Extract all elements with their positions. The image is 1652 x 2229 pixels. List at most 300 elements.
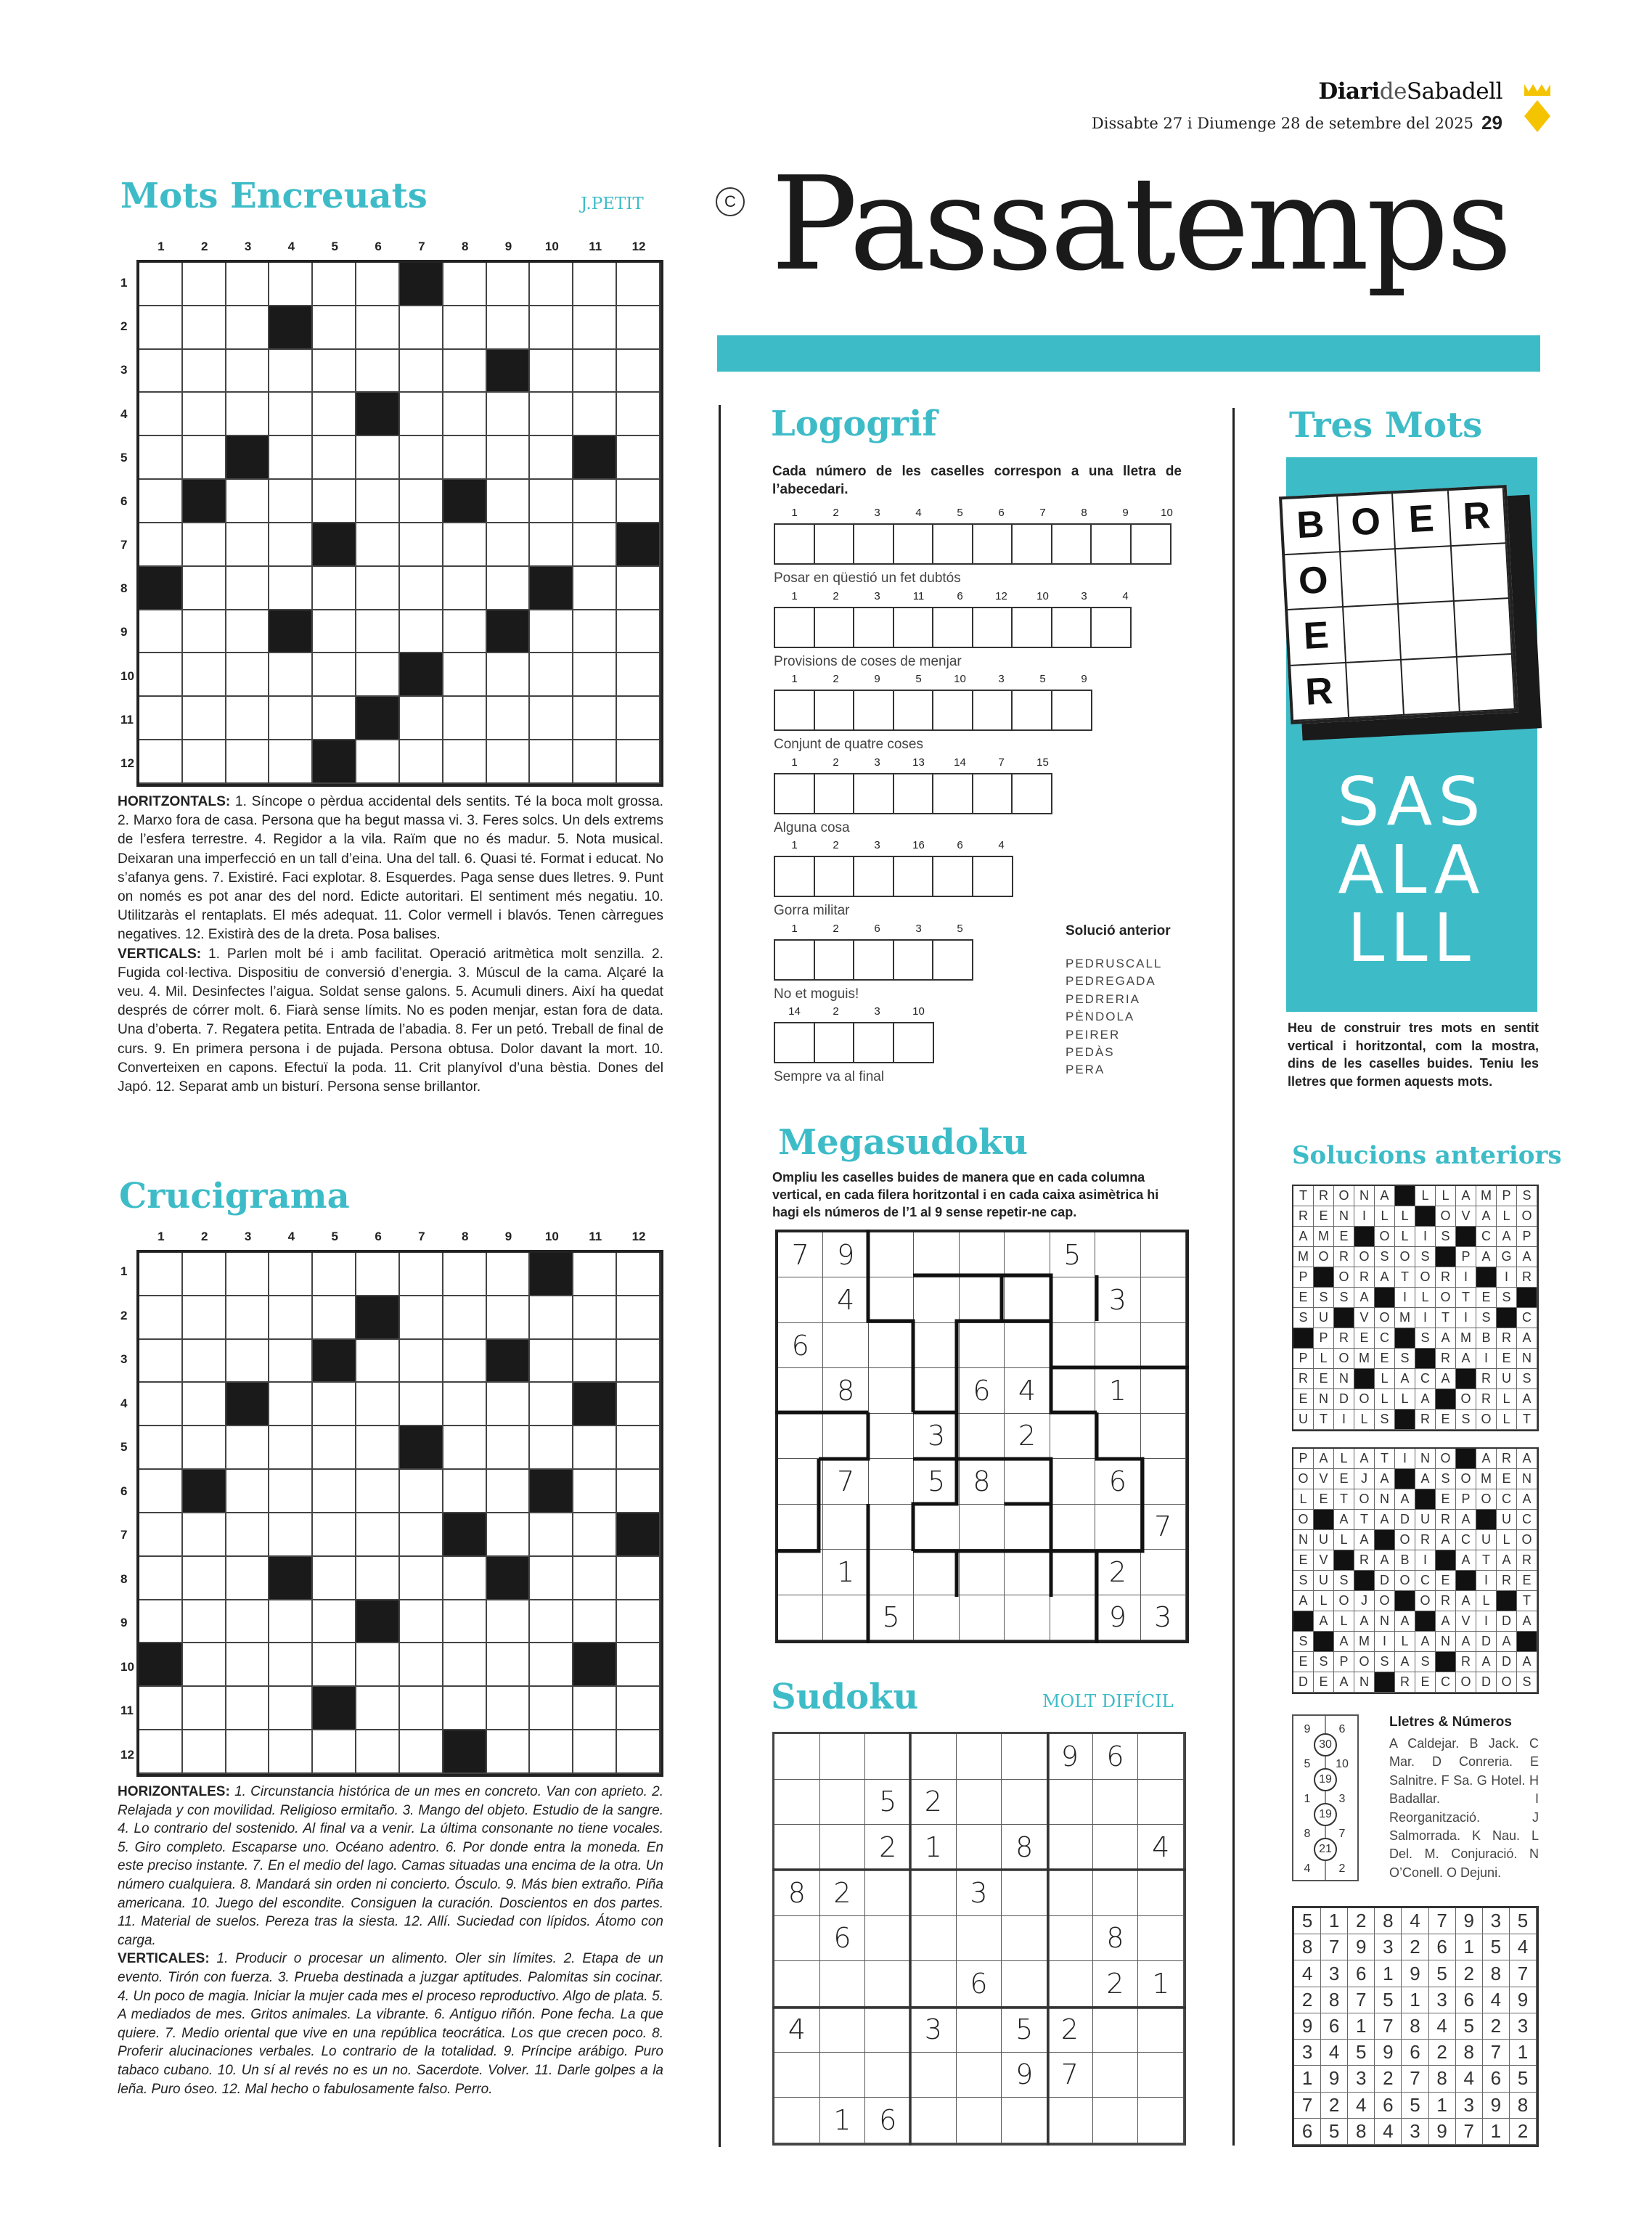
mots-cell[interactable] bbox=[443, 436, 487, 480]
mots-cell[interactable] bbox=[269, 740, 313, 784]
cruci-cell[interactable] bbox=[573, 1340, 617, 1383]
mots-cell[interactable] bbox=[226, 393, 270, 436]
sudoku-cell[interactable] bbox=[957, 1734, 1002, 1780]
cruci-cell[interactable] bbox=[487, 1730, 531, 1774]
cruci-cell[interactable] bbox=[617, 1383, 661, 1426]
sudoku-cell[interactable] bbox=[865, 2007, 911, 2053]
mots-grid[interactable] bbox=[136, 260, 663, 787]
mots-cell[interactable] bbox=[313, 350, 356, 393]
sudoku-cell[interactable] bbox=[774, 1780, 820, 1825]
mots-cell[interactable] bbox=[530, 263, 573, 306]
logogrif-box[interactable] bbox=[853, 523, 894, 565]
logogrif-box[interactable] bbox=[774, 1022, 815, 1063]
cruci-cell[interactable] bbox=[269, 1426, 313, 1470]
cruci-cell[interactable] bbox=[400, 1557, 443, 1600]
cruci-cell[interactable] bbox=[443, 1470, 487, 1513]
mots-cell[interactable] bbox=[487, 263, 531, 306]
logogrif-box[interactable] bbox=[814, 939, 855, 981]
cruci-cell[interactable] bbox=[183, 1296, 226, 1340]
cruci-cell[interactable] bbox=[269, 1296, 313, 1340]
mots-cell[interactable] bbox=[269, 697, 313, 740]
cruci-cell[interactable] bbox=[573, 1730, 617, 1774]
logogrif-box[interactable] bbox=[853, 939, 894, 981]
cruci-cell[interactable] bbox=[269, 1643, 313, 1687]
cruci-cell[interactable] bbox=[356, 1643, 400, 1687]
cruci-cell[interactable] bbox=[226, 1600, 270, 1644]
mots-cell[interactable] bbox=[573, 610, 617, 654]
cruci-cell[interactable] bbox=[487, 1426, 531, 1470]
logogrif-box[interactable] bbox=[853, 690, 894, 731]
cruci-cell[interactable] bbox=[487, 1383, 531, 1426]
sudoku-cell[interactable] bbox=[1138, 1916, 1184, 1962]
sudoku-cell[interactable] bbox=[1047, 2098, 1093, 2143]
logogrif-box[interactable] bbox=[1051, 690, 1092, 731]
cruci-cell[interactable] bbox=[226, 1513, 270, 1557]
mots-cell[interactable] bbox=[356, 653, 400, 697]
logogrif-box[interactable] bbox=[893, 523, 934, 565]
cruci-cell[interactable] bbox=[356, 1383, 400, 1426]
cruci-cell[interactable] bbox=[487, 1470, 531, 1513]
logogrif-box[interactable] bbox=[972, 607, 1013, 648]
cruci-cell[interactable] bbox=[356, 1557, 400, 1600]
sudoku-cell[interactable] bbox=[1093, 1825, 1139, 1870]
sudoku-cell[interactable] bbox=[1002, 1870, 1047, 1916]
cruci-cell[interactable] bbox=[226, 1687, 270, 1730]
cruci-cell[interactable] bbox=[269, 1687, 313, 1730]
mots-cell[interactable] bbox=[573, 350, 617, 393]
mots-cell[interactable] bbox=[139, 436, 183, 480]
mots-cell[interactable] bbox=[443, 567, 487, 610]
mots-cell[interactable] bbox=[226, 697, 270, 740]
cruci-cell[interactable] bbox=[313, 1730, 356, 1774]
logogrif-box[interactable] bbox=[1011, 690, 1052, 731]
mots-cell[interactable] bbox=[487, 567, 531, 610]
mots-cell[interactable] bbox=[400, 480, 443, 523]
sudoku-cell[interactable] bbox=[820, 2053, 866, 2098]
mots-cell[interactable] bbox=[183, 610, 226, 654]
sudoku-cell[interactable] bbox=[820, 1961, 866, 2007]
cruci-cell[interactable] bbox=[617, 1600, 661, 1644]
cruci-cell[interactable] bbox=[443, 1643, 487, 1687]
cruci-cell[interactable] bbox=[183, 1340, 226, 1383]
mots-cell[interactable] bbox=[313, 610, 356, 654]
logogrif-box[interactable] bbox=[893, 690, 934, 731]
mots-cell[interactable] bbox=[400, 393, 443, 436]
mots-cell[interactable] bbox=[617, 567, 661, 610]
mots-cell[interactable] bbox=[443, 653, 487, 697]
sudoku-cell[interactable] bbox=[774, 1916, 820, 1962]
sudoku-cell[interactable] bbox=[1138, 1734, 1184, 1780]
cruci-cell[interactable] bbox=[443, 1253, 487, 1296]
mots-cell[interactable] bbox=[530, 523, 573, 567]
sudoku-cell[interactable] bbox=[1047, 1780, 1093, 1825]
sudoku-cell[interactable] bbox=[1002, 2098, 1047, 2143]
mots-cell[interactable] bbox=[530, 436, 573, 480]
logogrif-box[interactable] bbox=[814, 690, 855, 731]
sudoku-cell[interactable] bbox=[820, 1780, 866, 1825]
logogrif-box[interactable] bbox=[814, 523, 855, 565]
cruci-cell[interactable] bbox=[269, 1340, 313, 1383]
cruci-cell[interactable] bbox=[139, 1513, 183, 1557]
cruci-cell[interactable] bbox=[226, 1643, 270, 1687]
cruci-cell[interactable] bbox=[356, 1730, 400, 1774]
mots-cell[interactable] bbox=[530, 480, 573, 523]
logogrif-box[interactable] bbox=[814, 773, 855, 814]
mots-cell[interactable] bbox=[356, 610, 400, 654]
logogrif-box[interactable] bbox=[1011, 773, 1052, 814]
mots-cell[interactable] bbox=[313, 697, 356, 740]
mots-cell[interactable] bbox=[313, 306, 356, 350]
mots-cell[interactable] bbox=[400, 523, 443, 567]
logogrif-box[interactable] bbox=[774, 523, 815, 565]
logogrif-box[interactable] bbox=[774, 690, 815, 731]
sudoku-cell[interactable] bbox=[1138, 2053, 1184, 2098]
mots-cell[interactable] bbox=[443, 306, 487, 350]
cruci-cell[interactable] bbox=[400, 1600, 443, 1644]
mots-cell[interactable] bbox=[313, 567, 356, 610]
mots-cell[interactable] bbox=[183, 697, 226, 740]
cruci-cell[interactable] bbox=[139, 1600, 183, 1644]
mots-cell[interactable] bbox=[139, 480, 183, 523]
cruci-cell[interactable] bbox=[617, 1426, 661, 1470]
sudoku-grid[interactable] bbox=[772, 1732, 1186, 2146]
sudoku-cell[interactable] bbox=[1047, 1870, 1093, 1916]
cruci-cell[interactable] bbox=[573, 1600, 617, 1644]
sudoku-cell[interactable] bbox=[774, 2098, 820, 2143]
logogrif-box[interactable] bbox=[893, 1022, 934, 1063]
logogrif-box[interactable] bbox=[1130, 523, 1171, 565]
mots-cell[interactable] bbox=[400, 697, 443, 740]
cruci-cell[interactable] bbox=[139, 1687, 183, 1730]
logogrif-box[interactable] bbox=[893, 773, 934, 814]
mots-cell[interactable] bbox=[530, 653, 573, 697]
sudoku-cell[interactable] bbox=[1047, 1825, 1093, 1870]
cruci-cell[interactable] bbox=[269, 1513, 313, 1557]
mots-cell[interactable] bbox=[400, 306, 443, 350]
cruci-cell[interactable] bbox=[530, 1600, 573, 1644]
sudoku-cell[interactable] bbox=[1138, 2007, 1184, 2053]
logogrif-box[interactable] bbox=[972, 773, 1013, 814]
cruci-cell[interactable] bbox=[573, 1557, 617, 1600]
cruci-cell[interactable] bbox=[573, 1426, 617, 1470]
mots-cell[interactable] bbox=[183, 263, 226, 306]
mots-cell[interactable] bbox=[226, 306, 270, 350]
logogrif-box[interactable] bbox=[1090, 607, 1132, 648]
cruci-cell[interactable] bbox=[183, 1383, 226, 1426]
mots-cell[interactable] bbox=[487, 393, 531, 436]
cruci-cell[interactable] bbox=[617, 1643, 661, 1687]
logogrif-box[interactable] bbox=[1011, 523, 1052, 565]
mots-cell[interactable] bbox=[573, 653, 617, 697]
sudoku-cell[interactable] bbox=[1093, 2007, 1139, 2053]
mots-cell[interactable] bbox=[139, 697, 183, 740]
sudoku-cell[interactable] bbox=[1093, 2098, 1139, 2143]
cruci-cell[interactable] bbox=[226, 1470, 270, 1513]
cruci-cell[interactable] bbox=[443, 1600, 487, 1644]
mots-cell[interactable] bbox=[356, 263, 400, 306]
cruci-cell[interactable] bbox=[617, 1296, 661, 1340]
mots-cell[interactable] bbox=[617, 263, 661, 306]
mots-cell[interactable] bbox=[356, 480, 400, 523]
mots-cell[interactable] bbox=[269, 523, 313, 567]
cruci-cell[interactable] bbox=[269, 1470, 313, 1513]
sudoku-cell[interactable] bbox=[774, 1734, 820, 1780]
mots-cell[interactable] bbox=[573, 740, 617, 784]
mots-cell[interactable] bbox=[530, 350, 573, 393]
mots-cell[interactable] bbox=[313, 393, 356, 436]
logogrif-box[interactable] bbox=[972, 856, 1013, 897]
cruci-cell[interactable] bbox=[443, 1557, 487, 1600]
cruci-cell[interactable] bbox=[313, 1470, 356, 1513]
mots-cell[interactable] bbox=[313, 436, 356, 480]
sudoku-cell[interactable] bbox=[1002, 1780, 1047, 1825]
cruci-cell[interactable] bbox=[400, 1383, 443, 1426]
mots-cell[interactable] bbox=[617, 436, 661, 480]
cruci-cell[interactable] bbox=[226, 1557, 270, 1600]
sudoku-cell[interactable] bbox=[865, 2053, 911, 2098]
logogrif-box[interactable] bbox=[893, 607, 934, 648]
mots-cell[interactable] bbox=[226, 653, 270, 697]
cruci-cell[interactable] bbox=[530, 1643, 573, 1687]
mots-cell[interactable] bbox=[139, 653, 183, 697]
sudoku-cell[interactable] bbox=[957, 2053, 1002, 2098]
sudoku-cell[interactable] bbox=[1002, 1961, 1047, 2007]
cruci-cell[interactable] bbox=[139, 1296, 183, 1340]
mots-cell[interactable] bbox=[617, 393, 661, 436]
logogrif-box[interactable] bbox=[853, 773, 894, 814]
mots-cell[interactable] bbox=[487, 523, 531, 567]
mots-cell[interactable] bbox=[443, 393, 487, 436]
mots-cell[interactable] bbox=[617, 306, 661, 350]
cruci-cell[interactable] bbox=[573, 1470, 617, 1513]
mots-cell[interactable] bbox=[573, 393, 617, 436]
mots-cell[interactable] bbox=[443, 523, 487, 567]
mots-cell[interactable] bbox=[443, 350, 487, 393]
mots-cell[interactable] bbox=[443, 610, 487, 654]
cruci-cell[interactable] bbox=[356, 1426, 400, 1470]
mots-cell[interactable] bbox=[269, 393, 313, 436]
sudoku-cell[interactable] bbox=[911, 2098, 957, 2143]
mots-cell[interactable] bbox=[617, 740, 661, 784]
sudoku-cell[interactable] bbox=[1093, 1780, 1139, 1825]
cruci-cell[interactable] bbox=[356, 1513, 400, 1557]
sudoku-cell[interactable] bbox=[911, 1916, 957, 1962]
mots-cell[interactable] bbox=[139, 740, 183, 784]
mots-cell[interactable] bbox=[530, 697, 573, 740]
mots-cell[interactable] bbox=[530, 610, 573, 654]
cruci-cell[interactable] bbox=[356, 1687, 400, 1730]
cruci-cell[interactable] bbox=[139, 1253, 183, 1296]
mots-cell[interactable] bbox=[269, 567, 313, 610]
cruci-cell[interactable] bbox=[573, 1687, 617, 1730]
cruci-cell[interactable] bbox=[139, 1557, 183, 1600]
cruci-cell[interactable] bbox=[139, 1383, 183, 1426]
cruci-cell[interactable] bbox=[400, 1687, 443, 1730]
mots-cell[interactable] bbox=[487, 697, 531, 740]
cruci-cell[interactable] bbox=[183, 1600, 226, 1644]
logogrif-box[interactable] bbox=[814, 607, 855, 648]
sudoku-cell[interactable] bbox=[865, 1870, 911, 1916]
cruci-cell[interactable] bbox=[139, 1340, 183, 1383]
mots-cell[interactable] bbox=[400, 567, 443, 610]
mots-cell[interactable] bbox=[617, 350, 661, 393]
mots-cell[interactable] bbox=[313, 653, 356, 697]
cruci-cell[interactable] bbox=[139, 1426, 183, 1470]
mots-cell[interactable] bbox=[400, 740, 443, 784]
cruci-cell[interactable] bbox=[183, 1513, 226, 1557]
sudoku-cell[interactable] bbox=[1138, 2098, 1184, 2143]
logogrif-box[interactable] bbox=[814, 856, 855, 897]
cruci-cell[interactable] bbox=[530, 1296, 573, 1340]
logogrif-box[interactable] bbox=[932, 690, 973, 731]
cruci-cell[interactable] bbox=[400, 1340, 443, 1383]
mots-cell[interactable] bbox=[400, 610, 443, 654]
cruci-cell[interactable] bbox=[617, 1730, 661, 1774]
logogrif-box[interactable] bbox=[932, 939, 973, 981]
cruci-cell[interactable] bbox=[573, 1513, 617, 1557]
logogrif-box[interactable] bbox=[814, 1022, 855, 1063]
cruci-cell[interactable] bbox=[443, 1687, 487, 1730]
sudoku-cell[interactable] bbox=[957, 1825, 1002, 1870]
cruci-cell[interactable] bbox=[530, 1557, 573, 1600]
cruci-cell[interactable] bbox=[269, 1600, 313, 1644]
mots-cell[interactable] bbox=[487, 480, 531, 523]
cruci-cell[interactable] bbox=[183, 1730, 226, 1774]
cruci-cell[interactable] bbox=[573, 1253, 617, 1296]
mots-cell[interactable] bbox=[139, 610, 183, 654]
sudoku-cell[interactable] bbox=[957, 2098, 1002, 2143]
mots-cell[interactable] bbox=[573, 697, 617, 740]
cruci-cell[interactable] bbox=[313, 1513, 356, 1557]
mots-cell[interactable] bbox=[183, 653, 226, 697]
sudoku-cell[interactable] bbox=[820, 1825, 866, 1870]
cruci-cell[interactable] bbox=[400, 1730, 443, 1774]
mots-cell[interactable] bbox=[443, 740, 487, 784]
mots-cell[interactable] bbox=[226, 567, 270, 610]
mots-cell[interactable] bbox=[183, 436, 226, 480]
logogrif-box[interactable] bbox=[853, 607, 894, 648]
mots-cell[interactable] bbox=[226, 263, 270, 306]
cruci-cell[interactable] bbox=[313, 1383, 356, 1426]
mots-cell[interactable] bbox=[313, 263, 356, 306]
cruci-cell[interactable] bbox=[356, 1340, 400, 1383]
logogrif-box[interactable] bbox=[1051, 523, 1092, 565]
sudoku-cell[interactable] bbox=[957, 2007, 1002, 2053]
cruci-cell[interactable] bbox=[226, 1340, 270, 1383]
cruci-cell[interactable] bbox=[443, 1383, 487, 1426]
mots-cell[interactable] bbox=[573, 306, 617, 350]
logogrif-box[interactable] bbox=[853, 1022, 894, 1063]
sudoku-cell[interactable] bbox=[1047, 1961, 1093, 2007]
mots-cell[interactable] bbox=[269, 436, 313, 480]
mots-cell[interactable] bbox=[313, 480, 356, 523]
mots-cell[interactable] bbox=[183, 393, 226, 436]
mots-cell[interactable] bbox=[356, 567, 400, 610]
cruci-cell[interactable] bbox=[530, 1383, 573, 1426]
cruci-cell[interactable] bbox=[313, 1296, 356, 1340]
logogrif-box[interactable] bbox=[893, 856, 934, 897]
cruci-cell[interactable] bbox=[269, 1253, 313, 1296]
cruci-cell[interactable] bbox=[226, 1426, 270, 1470]
mots-cell[interactable] bbox=[269, 350, 313, 393]
mots-cell[interactable] bbox=[573, 480, 617, 523]
logogrif-box[interactable] bbox=[1051, 607, 1092, 648]
cruci-cell[interactable] bbox=[487, 1600, 531, 1644]
mots-cell[interactable] bbox=[530, 740, 573, 784]
mots-cell[interactable] bbox=[573, 263, 617, 306]
cruci-cell[interactable] bbox=[617, 1340, 661, 1383]
cruci-cell[interactable] bbox=[313, 1557, 356, 1600]
cruci-cell[interactable] bbox=[617, 1253, 661, 1296]
mots-cell[interactable] bbox=[487, 306, 531, 350]
cruci-cell[interactable] bbox=[487, 1643, 531, 1687]
cruci-cell[interactable] bbox=[226, 1730, 270, 1774]
mots-cell[interactable] bbox=[183, 523, 226, 567]
mots-cell[interactable] bbox=[356, 306, 400, 350]
cruci-cell[interactable] bbox=[313, 1253, 356, 1296]
mots-cell[interactable] bbox=[139, 393, 183, 436]
cruci-cell[interactable] bbox=[573, 1296, 617, 1340]
logogrif-box[interactable] bbox=[972, 523, 1013, 565]
cruci-cell[interactable] bbox=[400, 1470, 443, 1513]
cruci-cell[interactable] bbox=[313, 1426, 356, 1470]
sudoku-cell[interactable] bbox=[774, 1825, 820, 1870]
mots-cell[interactable] bbox=[183, 567, 226, 610]
mots-cell[interactable] bbox=[356, 436, 400, 480]
mots-cell[interactable] bbox=[226, 740, 270, 784]
cruci-cell[interactable] bbox=[617, 1557, 661, 1600]
mots-cell[interactable] bbox=[139, 523, 183, 567]
cruci-cell[interactable] bbox=[226, 1253, 270, 1296]
mots-cell[interactable] bbox=[443, 697, 487, 740]
logogrif-box[interactable] bbox=[932, 607, 973, 648]
cruci-cell[interactable] bbox=[530, 1340, 573, 1383]
logogrif-box[interactable] bbox=[853, 856, 894, 897]
mots-cell[interactable] bbox=[573, 523, 617, 567]
cruci-cell[interactable] bbox=[313, 1600, 356, 1644]
sudoku-cell[interactable] bbox=[957, 1916, 1002, 1962]
cruci-cell[interactable] bbox=[356, 1253, 400, 1296]
mots-cell[interactable] bbox=[356, 523, 400, 567]
mots-cell[interactable] bbox=[183, 350, 226, 393]
cruci-cell[interactable] bbox=[183, 1643, 226, 1687]
mots-cell[interactable] bbox=[183, 740, 226, 784]
sudoku-cell[interactable] bbox=[774, 2053, 820, 2098]
logogrif-box[interactable] bbox=[774, 939, 815, 981]
cruci-cell[interactable] bbox=[617, 1470, 661, 1513]
sudoku-cell[interactable] bbox=[820, 2007, 866, 2053]
logogrif-box[interactable] bbox=[893, 939, 934, 981]
mots-cell[interactable] bbox=[139, 263, 183, 306]
logogrif-box[interactable] bbox=[972, 690, 1013, 731]
mots-cell[interactable] bbox=[269, 480, 313, 523]
mots-cell[interactable] bbox=[617, 653, 661, 697]
sudoku-cell[interactable] bbox=[1047, 1916, 1093, 1962]
cruci-cell[interactable] bbox=[487, 1253, 531, 1296]
sudoku-cell[interactable] bbox=[1002, 1734, 1047, 1780]
mots-cell[interactable] bbox=[226, 480, 270, 523]
cruci-cell[interactable] bbox=[487, 1296, 531, 1340]
cruci-cell[interactable] bbox=[487, 1513, 531, 1557]
cruci-cell[interactable] bbox=[269, 1383, 313, 1426]
sudoku-cell[interactable] bbox=[1093, 2053, 1139, 2098]
mots-cell[interactable] bbox=[226, 610, 270, 654]
cruci-cell[interactable] bbox=[400, 1643, 443, 1687]
cruci-cell[interactable] bbox=[183, 1687, 226, 1730]
cruci-cell[interactable] bbox=[183, 1557, 226, 1600]
logogrif-box[interactable] bbox=[1011, 607, 1052, 648]
cruci-cell[interactable] bbox=[443, 1296, 487, 1340]
